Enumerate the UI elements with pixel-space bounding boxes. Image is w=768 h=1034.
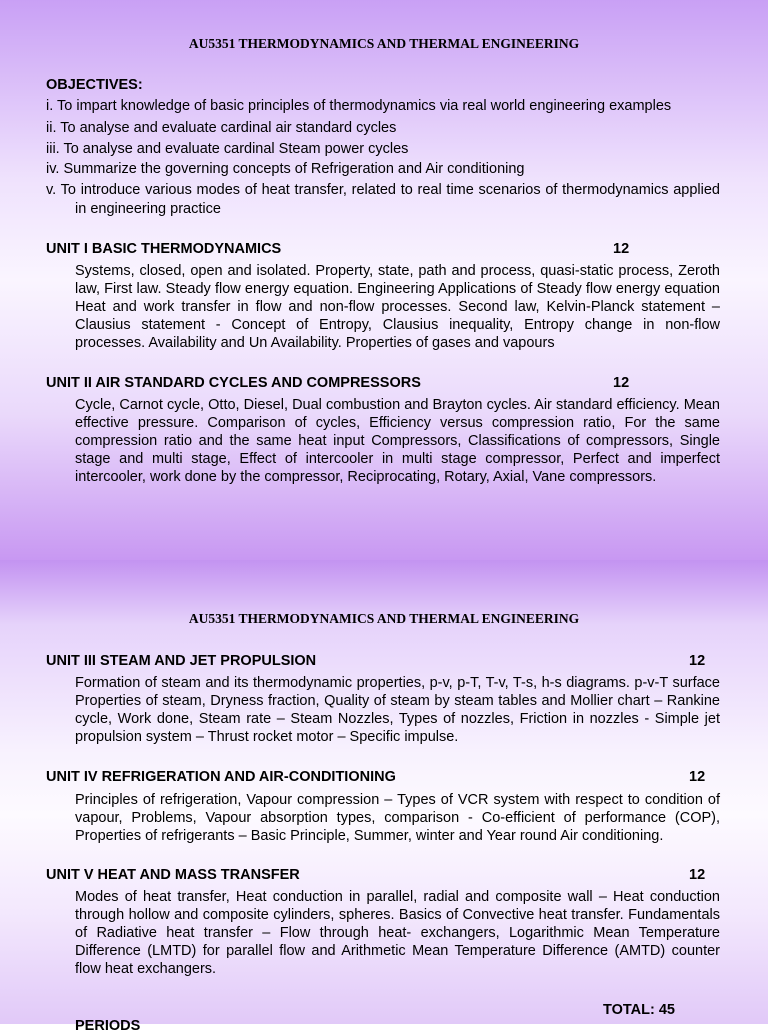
unit-1-body: Systems, closed, open and isolated. Property, state, path and process, quasi-static process, Zeroth law, First law. Steady flow energy equation. Engineering Applications of Steady flow energy equation Heat and work transfer in flow and non-flow processes. Second law, Kelvin-Planck statement – Clausius statement - Concept of Entropy, Clausius inequality, Entropy change in non-flow processes. Availability and Un Availability. Properties of gases and vapours [75,263,720,351]
total-periods: TOTAL: 45 [603,1002,675,1018]
unit-4-body: Principles of refrigeration, Vapour compression – Types of VCR system with respect to condition of vapour, Problems, Vapour absorption types, comparison - Co-efficient of performance (COP), Properties of refrigerants – Basic Principle, Summer, winter and Year round Air conditioning. [75,792,720,844]
unit-3-hours: 12 [689,653,706,669]
unit-2-body: Cycle, Carnot cycle, Otto, Diesel, Dual combustion and Brayton cycles. Air standard efficiency. Mean effective pressure. Comparison of cycles, Efficiency versus compression ratio, For the same compression ratio and the same heat input Compressors, Classifications of compressors, Single stage and multi stage, Effect of intercooler in multi stage compressor, Perfect and imperfect intercooler, work done by the compressor, Reciprocating, Rotary, Axial, Vane compressors. [75,397,720,485]
unit-4-title: UNIT IV REFRIGERATION AND AIR-CONDITIONING [46,769,396,785]
unit-4-hours: 12 [689,769,706,785]
unit-5-body: Modes of heat transfer, Heat conduction in parallel, radial and composite wall – Heat conduction through hollow and composite cylinders, spheres. Basics of Convective heat transfer. Fundamentals of Radiative heat transfer – Flow through heat- exchangers, Logarithmic Mean Temperature Difference (LMTD) for parallel flow and Arithmetic Mean Temperature Difference (AMTD) counter flow heat exchangers. [75,889,720,977]
objectives-heading: OBJECTIVES: [46,77,143,93]
unit-3-title: UNIT III STEAM AND JET PROPULSION [46,653,317,669]
unit-1-hours: 12 [613,241,630,257]
objective-item: iii. To analyse and evaluate cardinal Steam power cycles [46,141,409,157]
page-title: AU5351 THERMODYNAMICS AND THERMAL ENGINEERING [188,611,580,626]
objective-item: iv. Summarize the governing concepts of Refrigeration and Air conditioning [46,161,525,177]
unit-2-hours: 12 [613,375,630,391]
objective-item: v. To introduce various modes of heat transfer, related to real time scenarios of thermodynamics applied in engineering practice [46,182,720,217]
objective-item: ii. To analyse and evaluate cardinal air standard cycles [46,120,397,136]
unit-3-body: Formation of steam and its thermodynamic properties, p-v, p-T, T-v, T-s, h-s diagrams. p-v-T surface Properties of steam, Dryness fraction, Quality of steam by steam tables and Mollier chart – Rankine cycle, Work done, Steam rate – Steam Nozzles, Types of nozzles, Friction in nozzles - Simple jet propulsion system – Thrust rocket motor – Specific impulse. [75,675,720,745]
unit-2-title: UNIT II AIR STANDARD CYCLES AND COMPRESSORS [46,375,421,391]
unit-5-hours: 12 [689,867,706,883]
objective-item: i. To impart knowledge of basic principles of thermodynamics via real world engineering examples [46,98,672,114]
page-title: AU5351 THERMODYNAMICS AND THERMAL ENGINEERING [188,36,580,51]
unit-5-title: UNIT V HEAT AND MASS TRANSFER [46,867,300,883]
unit-1-title: UNIT I BASIC THERMODYNAMICS [46,241,282,257]
periods-label: PERIODS [75,1018,141,1034]
